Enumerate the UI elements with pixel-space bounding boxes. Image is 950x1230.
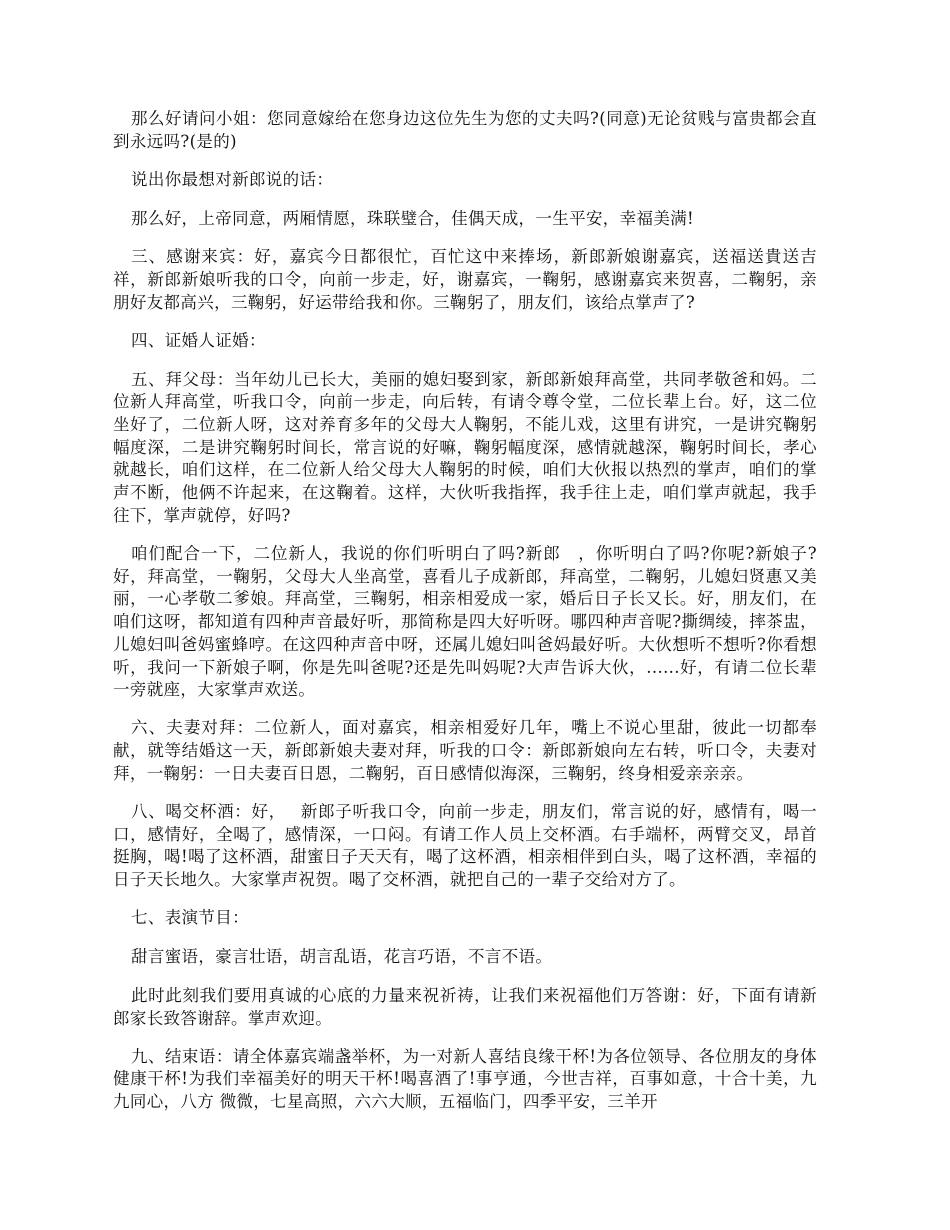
paragraph-cross-cup-wine: 八、喝交杯酒：好， 新郎子听我口令，向前一步走，朋友们，常言说的好，感情有，喝一口，感情好，全喝了，感情深，一口闷。有请工作人员上交杯酒。右手端杯，两臂交叉，昂首挺胸，喝!喝了这杯酒，甜蜜日子天天有，喝了这杯酒，相亲相伴到白头，喝了这杯酒，幸福的日子天长地久。大家掌声祝贺。喝了交杯酒，就把自己的一辈子交给对方了。 xyxy=(113,802,817,890)
paragraph-witness-heading: 四、证婚人证婚： xyxy=(131,330,266,350)
paragraph-family-speech: 此时此刻我们要用真诚的心底的力量来祝祈祷，让我们来祝福他们万答谢：好，下面有请新郎家长致答谢辞。掌声欢迎。 xyxy=(113,985,817,1028)
paragraph-sweet-words: 甜言蜜语，豪言壮语，胡言乱语，花言巧语，不言不语。 xyxy=(131,947,553,967)
paragraph-bow-to-parents: 五、拜父母：当年幼儿已长大，美丽的媳妇娶到家，新郎新娘拜高堂，共同孝敬爸和妈。二位新人拜高堂，听我口令，向前一步走，向后转，有请令尊令堂，二位长辈上台。好，这二位坐好了，二位新人呀，这对养育多年的父母大人鞠躬，不能儿戏，这里有讲究，一是讲究鞠躬幅度深，二是讲究鞠躬时间长，常言说的好嘛，鞠躬幅度深，感情就越深，鞠躬时间长，孝心就越长，咱们这样，在二位新人给父母大人鞠躬的时候，咱们大伙报以热烈的掌声，咱们的掌声不断，他俩不许起来，在这鞠着。这样，大伙听我指挥，我手往上走，咱们掌声就起，我手往下，掌声就停，好吗? xyxy=(113,369,817,525)
paragraph-couple-bow: 六、夫妻对拜：二位新人，面对嘉宾，相亲相爱好几年，嘴上不说心里甜，彼此一切都奉献，就等结婚这一天，新郎新娘夫妻对拜，听我的口令：新郎新娘向左右转，听口令，夫妻对拜，一鞠躬：一日夫妻百日恩，二鞠躬，百日感情似海深，三鞠躬，终身相爱亲亲亲。 xyxy=(113,718,817,783)
paragraph-cooperate: 咱们配合一下，二位新人，我说的你们听明白了吗?新郎 ，你听明白了吗?你呢?新娘子?好，拜高堂，一鞠躬，父母大人坐高堂，喜看儿子成新郎，拜高堂，二鞠躬，儿媳妇贤惠又美丽，一心孝敬二爹娘。拜高堂，三鞠躬，相亲相爱成一家，婚后日子长又长。好，朋友们，在咱们这呀，都知道有四种声音最好听，那简称是四大好听呀。哪四种声音呢?撕绸绫，摔茶盅，儿媳妇叫爸妈蜜蜂哼。在这四种声音中呀，还属儿媳妇叫爸妈最好听。大伙想听不想听?你看想听，我问一下新娘子啊，你是先叫爸呢?还是先叫妈呢?大声告诉大伙，......好，有请二位长辈一旁就座，大家掌声欢送。 xyxy=(113,544,817,700)
paragraph-closing: 九、结束语：请全体嘉宾端盏举杯，为一对新人喜结良缘干杯!为各位领导、各位朋友的身体健康干杯!为我们幸福美好的明天干杯!喝喜酒了!事亨通，今世吉祥，百事如意，十合十美，九九同心，八方 微微，七星高照，六六大顺，五福临门，四季平安，三羊开 xyxy=(113,1046,817,1112)
paragraph-thank-guests: 三、感谢来宾：好，嘉宾今日都很忙，百忙这中来捧场，新郎新娘谢嘉宾，送福送貴送吉祥，新郎新娘听我的口令，向前一步走，好，谢嘉宾，一鞠躬，感谢嘉宾来贺喜，二鞠躬，亲朋好友都高兴，三鞠躬，好运带给我和你。三鞠躬了，朋友们，该给点掌声了? xyxy=(113,247,817,312)
paragraph-vows-question: 那么好请问小姐：您同意嫁给在您身边这位先生为您的丈夫吗?(同意)无论贫贱与富贵都会直到永远吗?(是的) xyxy=(113,109,817,151)
paragraph-blessing: 那么好，上帝同意，两厢情愿，珠联璧合，佳偶天成，一生平安，幸福美满! xyxy=(131,208,695,228)
paragraph-say-to-groom: 说出你最想对新郎说的话： xyxy=(131,169,334,189)
paragraph-performance-heading: 七、表演节目： xyxy=(131,908,249,928)
